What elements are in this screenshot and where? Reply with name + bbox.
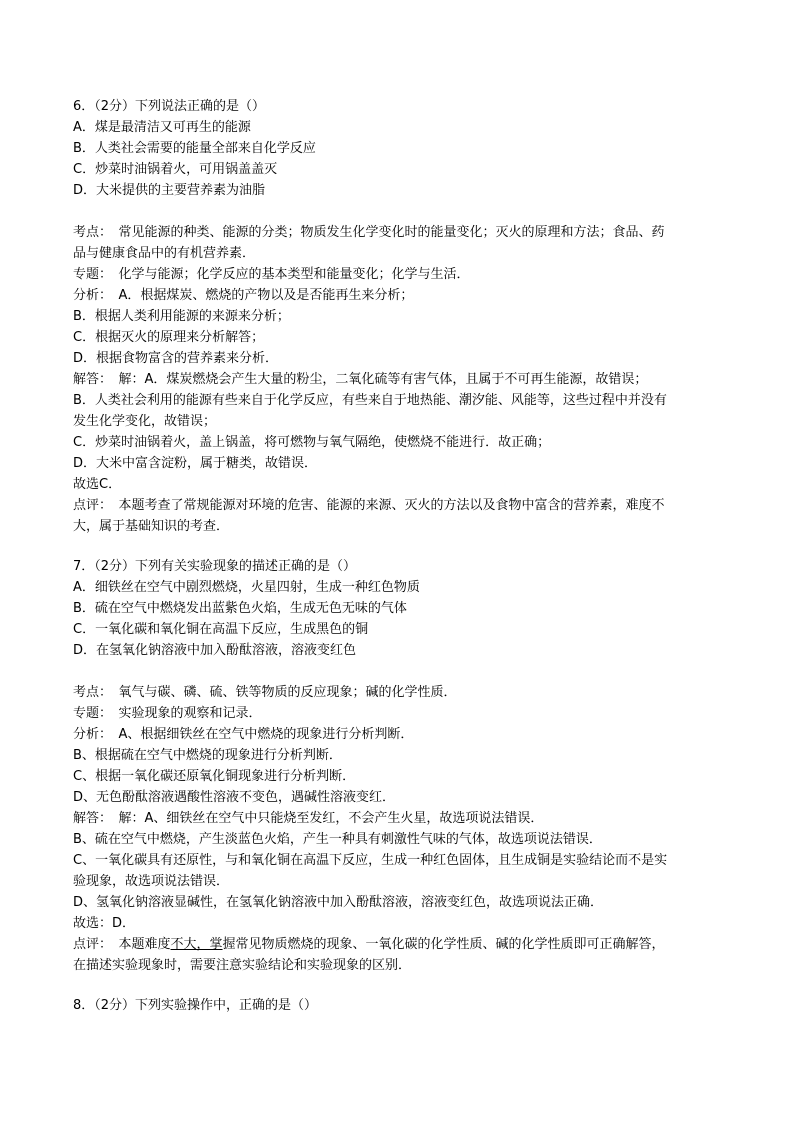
q7-dianping-line1 xyxy=(73,934,733,955)
q7-jieda-line1: 解答： 解：A、细铁丝在空气中只能烧至发红，不会产生火星，故选项说法错误． xyxy=(73,811,544,826)
q6-kaodian-line1: 考点： 常见能源的种类、能源的分类；物质发生化学变化时的能量变化；灭火的原理和方法；食品、药 xyxy=(73,225,665,240)
q7-dianping-start: 点评： 本题难度 xyxy=(73,937,171,952)
q7-fenxi-line3: C、根据一氧化碳还原氧化铜现象进行分析判断． xyxy=(73,769,356,784)
q6-stem: 6．（2分）下列说法正确的是（） xyxy=(73,99,266,114)
q6-zhuanti: 专题： 化学与能源；化学反应的基本类型和能量变化；化学与生活． xyxy=(73,267,470,282)
q7-dianping-underlined: 不大，掌 xyxy=(170,937,223,952)
q7-dianping-line2: 在描述实验现象时，需要注意实验结论和实验现象的区别． xyxy=(73,958,412,973)
q7-dianping-rest: 握常见物质燃烧的现象、一氧化碳的化学性质、碱的化学性质即可正确解答， xyxy=(222,937,665,952)
q7-option-a: A．细铁丝在空气中剧烈燃烧，火星四射，生成一种红色物质 xyxy=(73,580,420,595)
q7-fenxi-line2: B、根据硫在空气中燃烧的现象进行分析判断． xyxy=(73,748,342,763)
q7-kaodian: 考点： 氧气与碳、磷、硫、铁等物质的反应现象；碱的化学性质． xyxy=(73,685,457,700)
q7-option-b: B．硫在空气中燃烧发出蓝紫色火焰，生成无色无味的气体 xyxy=(73,601,407,616)
q6-jieda-line1: 解答： 解：A．煤炭燃烧会产生大量的粉尘，二氧化硫等有害气体，且属于不可再生能源，故错误； xyxy=(73,372,648,387)
q6-jieda-line3: 发生化学变化，故错误； xyxy=(73,414,217,429)
q6-dianping-line1: 点评： 本题考查了常规能源对环境的危害、能源的来源、灭火的方法以及食物中富含的营养素，难度不 xyxy=(73,498,665,513)
q7-jieda-line3: C、一氧化碳具有还原性，与和氧化铜在高温下反应，生成一种红色固体，且生成铜是实验结论而不是实 xyxy=(73,853,668,868)
q6-option-a: A．煤是最清洁又可再生的能源 xyxy=(73,120,251,135)
q7-zhuanti: 专题： 实验现象的观察和记录． xyxy=(73,706,262,721)
q6-jieda-line6: 故选C． xyxy=(73,477,122,492)
q6-kaodian-line2: 品与健康食品中的有机营养素． xyxy=(73,246,256,261)
q6-option-b: B．人类社会需要的能量全部来自化学反应 xyxy=(73,141,316,156)
q7-fenxi-line4: D、无色酚酞溶液遇酸性溶液不变色，遇碱性溶液变红． xyxy=(73,790,396,805)
q7-jieda-line5: D、氢氧化钠溶液显碱性，在氢氧化钠溶液中加入酚酞溶液，溶液变红色，故选项说法正确． xyxy=(73,895,604,910)
q6-fenxi-line2: B．根据人类利用能源的来源来分析； xyxy=(73,309,290,324)
q6-fenxi-line1: 分析： A．根据煤炭、燃烧的产物以及是否能再生来分析； xyxy=(73,288,414,303)
q6-option-d: D．大米提供的主要营养素为油脂 xyxy=(73,183,266,198)
q6-jieda-line2: B．人类社会利用的能源有些来自于化学反应，有些来自于地热能、潮汐能、风能等，这些过程中并没有 xyxy=(73,393,667,408)
q6-dianping-line2: 大，属于基础知识的考查． xyxy=(73,519,230,534)
q6-option-c: C．炒菜时油锅着火，可用锅盖盖灭 xyxy=(73,162,278,177)
q6-fenxi-line3: C．根据灭火的原理来分析解答； xyxy=(73,330,265,345)
q6-fenxi-line4: D．根据食物富含的营养素来分析． xyxy=(73,351,279,366)
q6-jieda-line4: C．炒菜时油锅着火，盖上锅盖，将可燃物与氧气隔绝，使燃烧不能进行．故正确； xyxy=(73,435,551,450)
q7-fenxi-line1: 分析： A、根据细铁丝在空气中燃烧的现象进行分析判断． xyxy=(73,727,414,742)
q6-jieda-line5: D．大米中富含淀粉，属于糖类，故错误． xyxy=(73,456,318,471)
q7-stem: 7．（2分）下列有关实验现象的描述正确的是（） xyxy=(73,559,357,574)
q7-jieda-line4: 验现象，故选项说法错误． xyxy=(73,874,230,889)
q7-jieda-line2: B、硫在空气中燃烧，产生淡蓝色火焰，产生一种具有刺激性气味的气体，故选项说法错误． xyxy=(73,832,602,847)
q7-jieda-line6: 故选：D． xyxy=(73,916,136,931)
q8-stem: 8．（2分）下列实验操作中，正确的是（） xyxy=(73,998,318,1013)
q7-option-c: C．一氧化碳和氧化铜在高温下反应，生成黑色的铜 xyxy=(73,622,369,637)
q7-option-d: D．在氢氧化钠溶液中加入酚酞溶液，溶液变红色 xyxy=(73,643,357,658)
